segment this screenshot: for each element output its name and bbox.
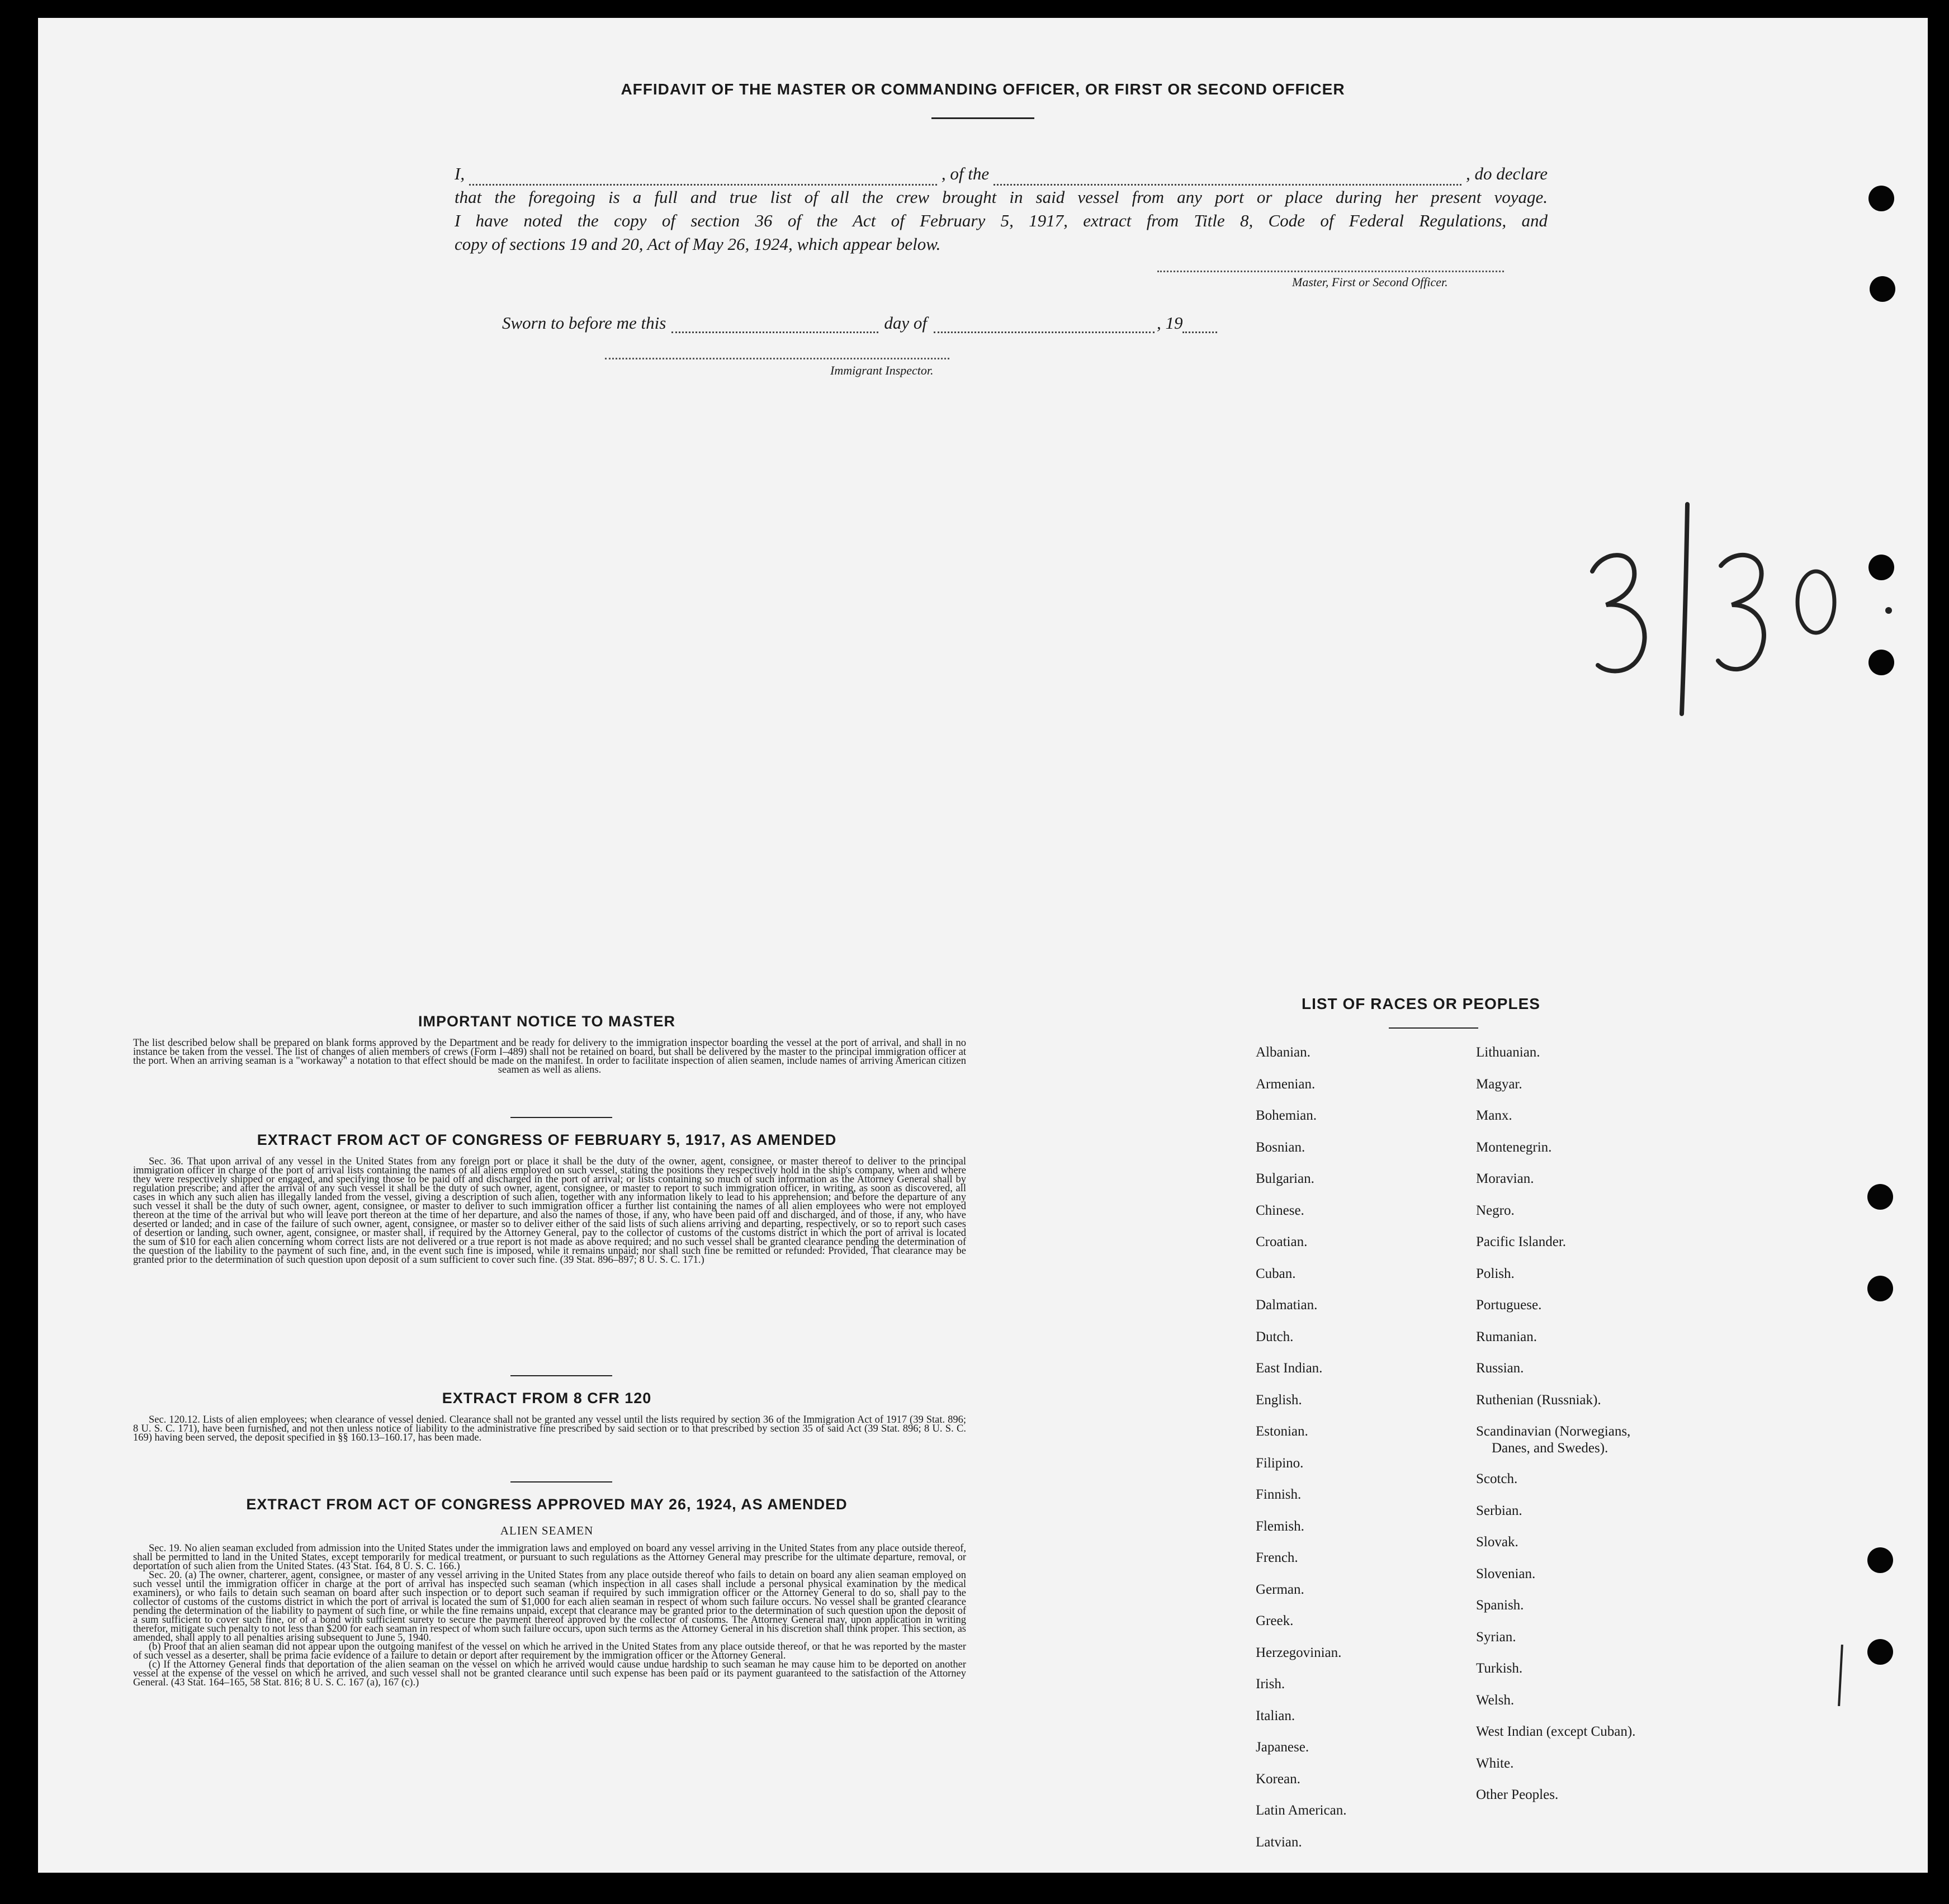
race-item-two-line [1476,1423,1635,1471]
race-item: Ruthenian (Russniak). [1476,1392,1601,1408]
extract-1917-text [133,1157,966,1264]
day-of-label: day of [884,313,927,333]
year-label: , 19 [1156,313,1183,333]
do-declare-label: , do declare [1465,164,1548,183]
race-item: Finnish. [1256,1487,1302,1502]
race-item: East Indian. [1256,1361,1323,1376]
race-item: Latvian. [1256,1834,1302,1850]
extract-1917-title: EXTRACT FROM ACT OF CONGRESS OF FEBRUARY 5, 1917, AS AMENDED [257,1131,837,1148]
races-title-rule [1389,1027,1478,1029]
race-item: Manx. [1476,1108,1512,1123]
of-the-label: , of the [941,164,990,183]
race-item: Greek. [1256,1613,1294,1628]
race-item: Moravian. [1476,1171,1534,1186]
races-title: LIST OF RACES OR PEOPLES [1302,995,1540,1012]
sec-120-paragraph: Sec. 120.12. Lists of alien employees; when clearance of vessel denied. Clearance shall not be granted any vessel until the lists required by section 36 of the Immigration Act of 1917 (39 Stat. 896; 8 U. S. C. 171), have been furnished, and not then unless notice of liability to the administrative fine prescribed by said section or to that prescribed by section 35 of said Act (39 Stat. 896; 8 U. S. C. 169) having been served, the deposit specified in §§ 160.13–160.17, has been made. [133,1414,966,1443]
race-item: Chinese. [1256,1202,1304,1218]
sec-36-paragraph: Sec. 36. That upon arrival of any vessel in the United States from any foreign port or place it shall be the duty of the owner, agent, consignee, or master thereof to deliver to the principal immigration officer in charge of the port of arrival lists containing the names of all aliens employed on such vessel, stating the positions they respectively hold in the ship's company, when and where they were respectively shipped or engaged, and specifying those to be paid off and discharged in the port of arrival; or lists containing so much of such information as the Attorney General shall by regulation prescribe; and after the arrival of any such vessel it shall be the duty of such owner, agent, consignee, or master to report to such immigration officer, in writing, as soon as discovered, all cases in which any such alien has illegally landed from the vessel, giving a description of such alien, together with any information likely to lead to his apprehension; and before the departure of any such vessel it shall be the duty of such owner, agent, consignee, or master to deliver to such immigration officer a further list containing the names of all alien employees who were not employed thereon at the time of the arrival but who will leave port thereon at the time of her departure, and also the names of those, if any, who have been paid off and discharged, and of those, if any, who have deserted or landed; and in case of the failure of such owner, agent, consignee, or master so to deliver either of the said lists of such aliens arriving and departing, respectively, or so to report such cases of desertion or landing, such owner, agent, consignee, or master shall, if required by the Attorney General, pay to the collector of customs of the customs district in which the port of arrival is located the sum of $10 for each alien concerning whom correct lists are not delivered or a true report is not made as above required; and no such vessel shall be granted clearance pending the determination of the question of the liability to the payment of such fine, and, in the event such fine is imposed, while it remains unpaid; nor shall such fine be remitted or refunded: Provided, That clearance may be granted prior to the determination of such question upon deposit of a sum sufficient to cover such fine. (39 Stat. 896–897; 8 U. S. C. 171.) [133,1156,966,1266]
race-item: White. [1476,1755,1514,1771]
race-item: Lithuanian. [1476,1045,1540,1060]
race-item: Flemish. [1256,1518,1304,1534]
affidavit-title: AFFIDAVIT OF THE MASTER OR COMMANDING OFFICER, OR FIRST OR SECOND OFFICER [621,80,1345,98]
notice-title: IMPORTANT NOTICE TO MASTER [418,1013,675,1030]
race-item: Welsh. [1476,1692,1515,1708]
race-item: Montenegrin. [1476,1139,1552,1155]
declaration-text-2: I have noted the copy of section 36 of the Act of February 5, 1917, extract from Title 8, Code of Federal Regulations, and [455,211,1548,230]
sworn-year-field[interactable] [1182,317,1217,333]
race-item: German. [1256,1581,1304,1597]
race-item: Slovak. [1476,1534,1518,1550]
master-signature-label: Master, First or Second Officer. [1292,275,1448,289]
race-item: Dutch. [1256,1329,1294,1344]
sworn-line [502,313,1217,333]
race-item-line: Danes, and Swedes). [1492,1441,1609,1456]
race-item: Slovenian. [1476,1566,1536,1581]
sworn-month-field[interactable] [934,317,1155,333]
race-item: Irish. [1256,1676,1285,1692]
extract-1924-title: EXTRACT FROM ACT OF CONGRESS APPROVED MAY 26, 1924, AS AMENDED [246,1496,848,1513]
punch-hole [1868,186,1894,211]
extract-1924-text [133,1544,966,1687]
race-item: Scotch. [1476,1471,1518,1486]
races-column-2 [1476,1044,1635,1818]
race-item: Dalmatian. [1256,1297,1318,1313]
declaration-line [455,162,1548,186]
race-item: Syrian. [1476,1629,1516,1645]
sec-20a-paragraph: Sec. 20. (a) The owner, charterer, agent, consignee, or master of any vessel arriving in the United States from any place outside thereof who fails to detain on board any alien seaman employed on such vessel until the immigration officer in charge at the port of arrival has inspected such seaman (which inspection in all cases shall include a personal physical examination by the medical examiners), or who fails to detain such seaman on board after such inspection or to deport such seaman if required by such immigration officer or the Attorney General to do so, shall pay to the collector of customs of the customs district in which the port of arrival is located the sum of $1,000 for each alien seaman in respect of whom such failure occurs. No vessel shall be granted clearance pending the determination of the liability to payment of such fine, or while the fine remains unpaid, except that clearance may be granted prior to the determination of such question upon the deposit of a sum sufficient to cover such fine, or of a bond with sufficient surety to secure the payment thereof approved by the collector of customs. The Attorney General may, upon application in writing therefor, mitigate such penalty to not less than $200 for each seaman in respect of whom such failure occurs, upon such terms as the Attorney General in his discretion shall think proper. This section, as amended, shall apply to all penalties arising subsequent to June 5, 1940. [133,1570,966,1643]
punch-hole [1867,1547,1893,1573]
punch-hole [1867,1184,1893,1210]
punch-hole [1870,276,1895,302]
race-item: Herzegovinian. [1256,1645,1342,1660]
race-item: Other Peoples. [1476,1787,1559,1802]
race-item: Negro. [1476,1202,1515,1218]
inspector-signature-line[interactable] [605,358,949,359]
race-item: Turkish. [1476,1661,1523,1676]
vessel-field[interactable] [994,168,1461,186]
declaration-text-3: copy of sections 19 and 20, Act of May 26, 1924, which appear below. [455,234,941,254]
sworn-day-field[interactable] [671,317,878,333]
sec-20b-paragraph: (b) Proof that an alien seaman did not appear upon the outgoing manifest of the vessel on which he arrived in the United States from any place outside thereof, or that he was reported by the master of such vessel as a deserter, shall be prima facie evidence of a failure to detain or deport after requirement by the immigration officer or the Attorney General. [133,1641,966,1661]
race-item: Estonian. [1256,1424,1308,1439]
sec-19-paragraph: Sec. 19. No alien seaman excluded from admission into the United States under the immigration laws and employed on board any vessel arriving in the United States from any place outside thereof, shall be permitted to land in the United States, except temporarily for medical treatment, or pursuant to such regulations as the Attorney General may prescribe for the ultimate departure, removal, or deportation of such alien from the United States. (43 Stat. 164, 8 U. S. C. 166.) [133,1543,966,1572]
sworn-label: Sworn to before me this [502,313,666,333]
punch-hole [1867,1276,1893,1301]
race-item: English. [1256,1392,1302,1408]
race-item: Russian. [1476,1361,1524,1376]
race-item: Bosnian. [1256,1139,1305,1155]
race-item: Latin American. [1256,1803,1347,1818]
section-rule [510,1375,612,1376]
punch-hole [1868,650,1894,675]
race-item: West Indian (except Cuban). [1476,1724,1636,1739]
race-item: Rumanian. [1476,1329,1538,1344]
extract-cfr-title: EXTRACT FROM 8 CFR 120 [442,1390,652,1406]
notice-paragraph: The list described below shall be prepared on blank forms approved by the Department and be ready for delivery to the immigration inspector boarding the vessel at the port of arrival, and shall in no instance be taken from the vessel. The list of changes of alien members of crews (Form I–489) shall not be retained on board, but shall be delivered by the master to the principal immigration officer at the port. When an arriving seaman is a "workaway" a notation to that effect should be made on the manifest. In order to facilitate inspection of alien seamen, include names of arriving American citizen seamen as well as aliens. [133,1038,966,1076]
race-item: Cuban. [1256,1266,1296,1281]
i-label: I, [455,164,465,183]
race-item: Korean. [1256,1771,1300,1787]
inspector-signature-label: Immigrant Inspector. [830,363,934,377]
title-rule [931,117,1034,119]
race-item: Portuguese. [1476,1297,1542,1313]
race-item: Albanian. [1256,1045,1311,1060]
race-item: Spanish. [1476,1598,1524,1613]
race-item: Croatian. [1256,1234,1308,1249]
race-item-line: Scandinavian (Norwegians, [1476,1424,1631,1439]
race-item: Bohemian. [1256,1108,1317,1123]
punch-hole [1867,1639,1893,1665]
section-rule [510,1117,612,1118]
extract-cfr-text [133,1415,966,1442]
alien-seamen-subtitle: ALIEN SEAMEN [500,1524,594,1537]
race-item: Japanese. [1256,1740,1309,1755]
race-item: Pacific Islander. [1476,1234,1567,1249]
race-item: Magyar. [1476,1076,1522,1092]
sec-20c-paragraph: (c) If the Attorney General finds that deportation of the alien seaman on the vessel on which he arrived would cause undue hardship to such seaman he may cause him to be deported on another vessel at the expense of the vessel on which he arrived, and such vessel shall not be granted clearance until such expense has been paid or its payment guaranteed to the satisfaction of the Attorney General. (43 Stat. 164–165, 58 Stat. 816; 8 U. S. C. 167 (a), 167 (c).) [133,1659,966,1688]
name-field[interactable] [469,168,937,186]
race-item: Italian. [1256,1708,1295,1723]
race-item: Serbian. [1476,1503,1522,1518]
race-item: Polish. [1476,1266,1515,1281]
race-item: French. [1256,1550,1298,1565]
race-item: Filipino. [1256,1455,1304,1471]
document-page [38,18,1928,1873]
master-signature-line[interactable] [1157,271,1504,272]
section-rule [510,1481,612,1483]
notice-text [133,1039,966,1074]
declaration-text-1: that the foregoing is a full and true list of all the crew brought in said vessel from any port or place during her present voyage. [455,187,1548,207]
punch-hole [1868,555,1894,580]
handwritten-note-3-30 [1559,487,1905,722]
affidavit-body [455,162,1548,256]
race-item: Bulgarian. [1256,1171,1314,1186]
margin-mark [1838,1645,1843,1706]
race-item: Armenian. [1256,1076,1316,1092]
races-column-1 [1256,1044,1346,1865]
